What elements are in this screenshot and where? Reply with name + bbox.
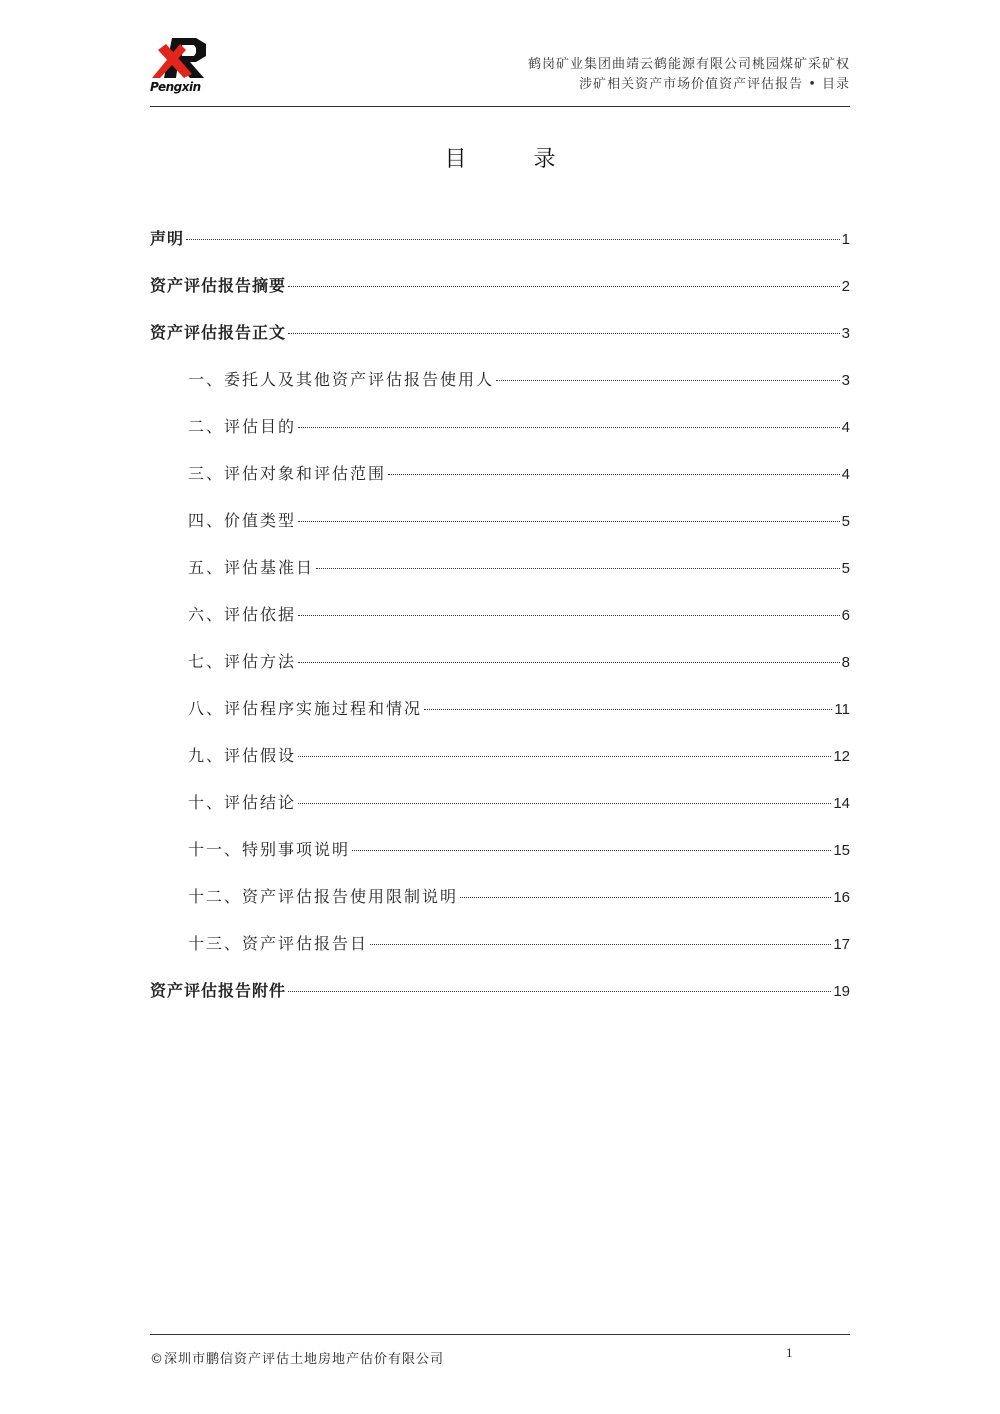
toc-dot-leader — [298, 756, 831, 757]
toc-dot-leader — [352, 850, 831, 851]
toc-entry-label: 八、评估程序实施过程和情况 — [188, 699, 423, 718]
toc-title: 目 录 — [444, 147, 586, 172]
header-line-1: 鹤岗矿业集团曲靖云鹤能源有限公司桃园煤矿采矿权 — [527, 57, 850, 72]
toc-entry-page: 17 — [833, 936, 850, 953]
toc-entry-page: 15 — [833, 842, 850, 859]
toc-entry-label: 资产评估报告正文 — [150, 323, 287, 342]
footer-copyright: ©深圳市鹏信资产评估土地房地产估价有限公司 — [150, 1352, 445, 1367]
toc-entry-main-text[interactable] — [150, 320, 850, 367]
toc-entry-label: 十一、特别事项说明 — [188, 840, 351, 859]
toc-dot-leader — [298, 521, 840, 522]
toc-entry-label: 声明 — [150, 229, 185, 248]
toc-entry-section-6[interactable] — [150, 602, 850, 649]
toc-entry-label: 三、评估对象和评估范围 — [188, 464, 387, 483]
toc-entry-label: 七、评估方法 — [188, 652, 297, 671]
toc-entry-page: 16 — [833, 889, 850, 906]
logo-mark-icon — [150, 36, 214, 80]
toc-entry-label: 四、价值类型 — [188, 511, 297, 530]
toc-dot-leader — [298, 662, 840, 663]
toc-entry-section-9[interactable] — [150, 743, 850, 790]
toc-entry-section-12[interactable] — [150, 884, 850, 931]
toc-entry-page: 12 — [833, 748, 850, 765]
toc-entry-label: 五、评估基准日 — [188, 558, 315, 577]
toc-dot-leader — [496, 380, 840, 381]
toc-entry-page: 5 — [841, 513, 850, 530]
toc-dot-leader — [298, 803, 831, 804]
toc-entry-section-11[interactable] — [150, 837, 850, 884]
toc-entry-attachments[interactable] — [150, 978, 850, 1025]
toc-entry-label: 六、评估依据 — [188, 605, 297, 624]
toc-entry-section-1[interactable] — [150, 367, 850, 414]
toc-entry-statement[interactable] — [150, 226, 850, 273]
toc-entry-label: 十、评估结论 — [188, 793, 297, 812]
toc-entry-label: 资产评估报告摘要 — [150, 276, 287, 295]
toc-dot-leader — [424, 709, 832, 710]
toc-entry-section-7[interactable] — [150, 649, 850, 696]
footer-divider — [150, 1334, 850, 1335]
header-line-2: 涉矿相关资产市场价值资产评估报告 • 目录 — [579, 77, 850, 92]
toc-dot-leader — [298, 615, 840, 616]
toc-entry-page: 5 — [841, 560, 850, 577]
toc-entry-page: 1 — [841, 231, 850, 248]
toc-dot-leader — [186, 239, 840, 240]
toc-entry-label: 资产评估报告附件 — [150, 981, 287, 1000]
toc-entry-section-2[interactable] — [150, 414, 850, 461]
toc-dot-leader — [288, 991, 831, 992]
toc-entry-page: 11 — [834, 701, 850, 718]
toc-entry-page: 19 — [833, 983, 850, 1000]
toc-entry-label: 十二、资产评估报告使用限制说明 — [188, 887, 459, 906]
toc-entry-label: 十三、资产评估报告日 — [188, 934, 369, 953]
toc-entry-section-4[interactable] — [150, 508, 850, 555]
toc-dot-leader — [370, 944, 831, 945]
toc-dot-leader — [388, 474, 840, 475]
toc-entry-page: 4 — [841, 466, 850, 483]
toc-entry-section-3[interactable] — [150, 461, 850, 508]
company-logo — [150, 36, 214, 96]
toc-dot-leader — [288, 333, 840, 334]
toc-dot-leader — [298, 427, 840, 428]
toc-dot-leader — [316, 568, 840, 569]
toc-entry-page: 14 — [833, 795, 850, 812]
toc-entry-page: 3 — [841, 372, 850, 389]
logo-wordmark: Pengxin — [150, 80, 201, 94]
toc-entry-page: 2 — [841, 278, 850, 295]
toc-entry-label: 九、评估假设 — [188, 746, 297, 765]
page-number: 1 — [786, 1345, 793, 1360]
table-of-contents — [150, 226, 850, 1025]
toc-dot-leader — [460, 897, 831, 898]
toc-entry-label: 二、评估目的 — [188, 417, 297, 436]
toc-entry-section-13[interactable] — [150, 931, 850, 978]
toc-entry-page: 6 — [841, 607, 850, 624]
toc-entry-section-8[interactable] — [150, 696, 850, 743]
toc-entry-page: 4 — [841, 419, 850, 436]
toc-entry-page: 3 — [841, 325, 850, 342]
toc-dot-leader — [288, 286, 840, 287]
toc-entry-section-5[interactable] — [150, 555, 850, 602]
toc-entry-summary[interactable] — [150, 273, 850, 320]
toc-entry-section-10[interactable] — [150, 790, 850, 837]
toc-entry-page: 8 — [841, 654, 850, 671]
header-divider — [150, 106, 850, 107]
running-header — [528, 55, 850, 95]
toc-entry-label: 一、委托人及其他资产评估报告使用人 — [188, 370, 495, 389]
